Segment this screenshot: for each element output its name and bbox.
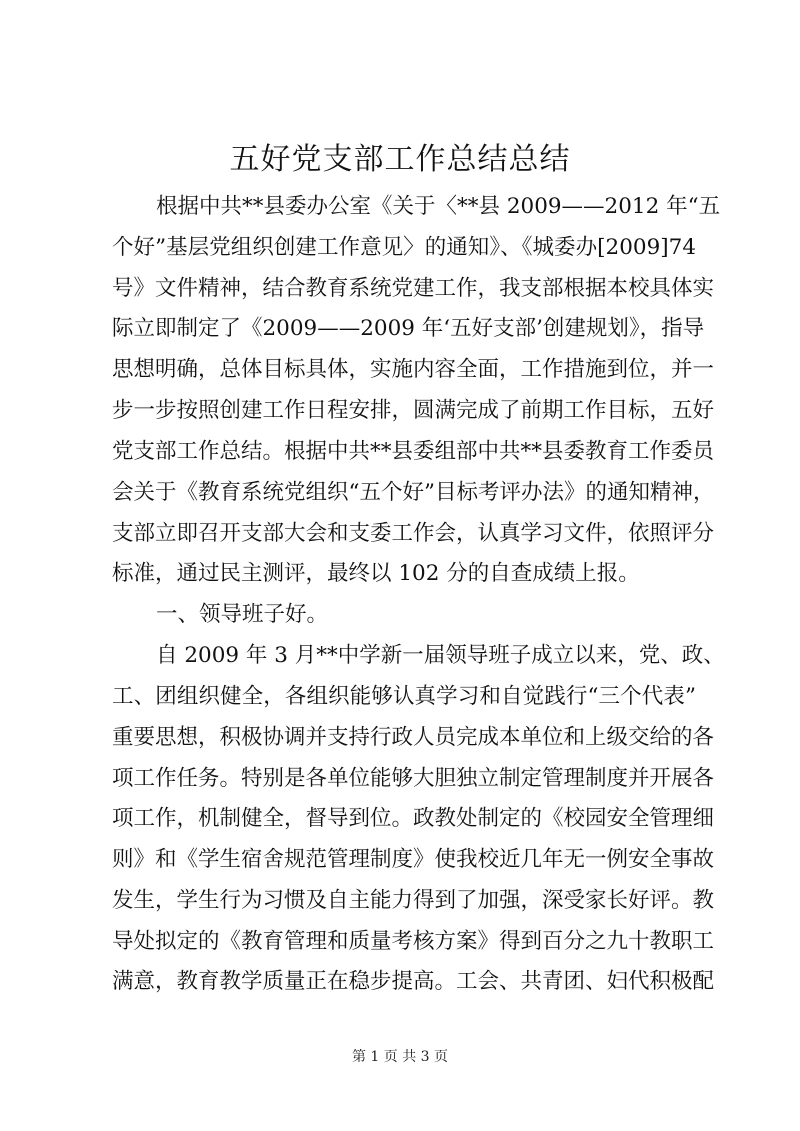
text-line: 支部立即召开支部大会和支委工作会，认真学习文件，依照评分 bbox=[112, 521, 715, 546]
text-line: 项工作任务。特别是各单位能够大胆独立制定管理制度并开展各 bbox=[112, 766, 715, 791]
text-line: 发生，学生行为习惯及自主能力得到了加强，深受家长好评。教 bbox=[112, 888, 715, 913]
document-title: 五好党支部工作总结总结 bbox=[229, 142, 571, 177]
text-line: 际立即制定了《2009——2009 年‘五好支部’创建规划》，指导 bbox=[112, 316, 705, 341]
text-line: 自 2009 年 3 月**中学新一届领导班子成立以来，党、政、 bbox=[156, 643, 725, 668]
text-line: 工、团组织健全，各组织能够认真学习和自觉践行“三个代表” bbox=[112, 684, 696, 709]
text-line: 导处拟定的《教育管理和质量考核方案》得到百分之九十教职工 bbox=[112, 929, 715, 954]
text-line: 步一步按照创建工作日程安排，圆满完成了前期工作目标，五好 bbox=[112, 398, 715, 423]
text-line: 根据中共**县委办公室《关于〈**县 2009——2012 年“五 bbox=[156, 194, 721, 219]
text-line: 重要思想，积极协调并支持行政人员完成本单位和上级交给的各 bbox=[112, 725, 715, 750]
text-line: 思想明确，总体目标具体，实施内容全面，工作措施到位，并一 bbox=[112, 357, 715, 382]
text-line: 则》和《学生宿舍规范管理制度》使我校近几年无一例安全事故 bbox=[112, 847, 715, 872]
text-line: 个好”基层党组织创建工作意见〉的通知》、《城委办[2009]74 bbox=[112, 235, 696, 260]
text-line: 满意，教育教学质量正在稳步提高。工会、共青团、妇代积极配 bbox=[112, 969, 715, 994]
text-line: 党支部工作总结。根据中共**县委组部中共**县委教育工作委员 bbox=[112, 439, 715, 464]
text-line: 项工作，机制健全，督导到位。政教处制定的《校园安全管理细 bbox=[112, 806, 715, 831]
text-line: 会关于《教育系统党组织“五个好”目标考评办法》的通知精神， bbox=[112, 480, 715, 505]
text-line: 号》文件精神，结合教育系统党建工作，我支部根据本校具体实 bbox=[112, 276, 715, 301]
page-footer: 第 1 页 共 3 页 bbox=[351, 1049, 449, 1065]
section-heading: 一、领导班子好。 bbox=[156, 602, 329, 627]
text-line: 标准，通过民主测评，最终以 102 分的自查成绩上报。 bbox=[112, 561, 640, 586]
